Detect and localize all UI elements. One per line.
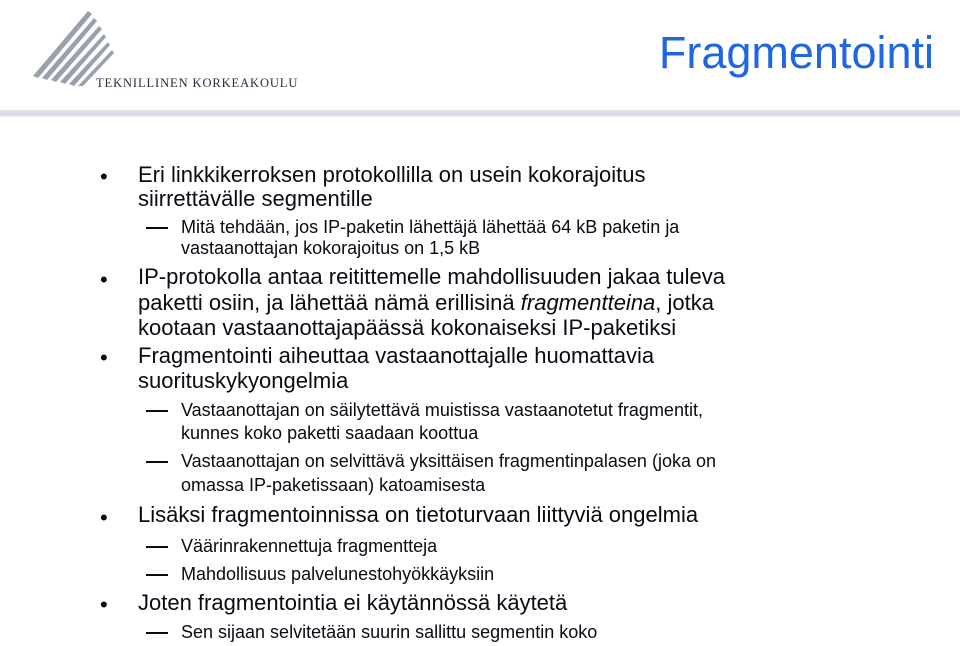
bullet-icon: • <box>100 267 108 292</box>
bullet-5-line-1: Joten fragmentointia ei käytännössä käytetä <box>138 590 568 615</box>
institution-name: TEKNILLINEN KORKEAKOULU <box>96 76 299 90</box>
sub-bullet-3-2-line-2: omassa IP-paketissaan) katoamisesta <box>181 475 486 495</box>
bullet-3-line-2: suorituskykyongelmia <box>138 368 349 393</box>
sub-bullet-3-1-line-2: kunnes koko paketti saadaan koottua <box>181 423 479 443</box>
dash-icon <box>146 410 168 412</box>
bullet-2-line-2-tail: , jotka <box>655 290 714 315</box>
sub-bullet-3-1-line-1: Vastaanottajan on säilytettävä muistissa vastaanotetut fragmentit, <box>181 400 703 420</box>
bullet-1-line-1: Eri linkkikerroksen protokollilla on usein kokorajoitus <box>138 162 646 187</box>
bullet-2-line-2-text: paketti osiin, ja lähettää nämä erillisinä <box>138 290 521 315</box>
emphasis-term: fragmentteina <box>520 290 656 315</box>
sub-bullet-3-2-line-1: Vastaanottajan on selvittävä yksittäisen fragmentinpalasen (joka on <box>181 451 716 471</box>
header-divider <box>0 110 960 117</box>
dash-icon <box>146 461 168 463</box>
dash-icon <box>146 574 168 576</box>
bullet-3-line-1: Fragmentointi aiheuttaa vastaanottajalle huomattavia <box>138 343 655 368</box>
sub-bullet-4-1: Väärinrakennettuja fragmentteja <box>181 536 438 556</box>
bullet-icon: • <box>100 345 108 370</box>
bullet-icon: • <box>100 592 108 617</box>
bullet-icon: • <box>100 164 108 189</box>
slide-title: Fragmentointi <box>658 27 934 78</box>
bullet-2-line-1: IP-protokolla antaa reitittemelle mahdollisuuden jakaa tuleva <box>138 264 726 289</box>
sub-bullet-1-1-line-2: vastaanottajan kokorajoitus on 1,5 kB <box>181 238 481 258</box>
bullet-1-line-2: siirrettävälle segmentille <box>138 186 373 211</box>
bullet-4-line-1: Lisäksi fragmentoinnissa on tietoturvaan liittyviä ongelmia <box>138 502 699 527</box>
tkk-logo-icon <box>28 6 128 86</box>
bullet-2-line-2 <box>138 290 714 316</box>
dash-icon <box>146 546 168 548</box>
dash-icon <box>146 227 168 229</box>
bullet-icon: • <box>100 505 108 530</box>
sub-bullet-4-2: Mahdollisuus palvelunestohyökkäyksiin <box>181 564 495 584</box>
bullet-2-line-3: kootaan vastaanottajapäässä kokonaiseksi IP-paketiksi <box>138 315 677 340</box>
sub-bullet-5-1: Sen sijaan selvitetään suurin sallittu segmentin koko <box>181 622 598 642</box>
sub-bullet-1-1-line-1: Mitä tehdään, jos IP-paketin lähettäjä lähettää 64 kB paketin ja <box>181 217 680 237</box>
dash-icon <box>146 632 168 634</box>
